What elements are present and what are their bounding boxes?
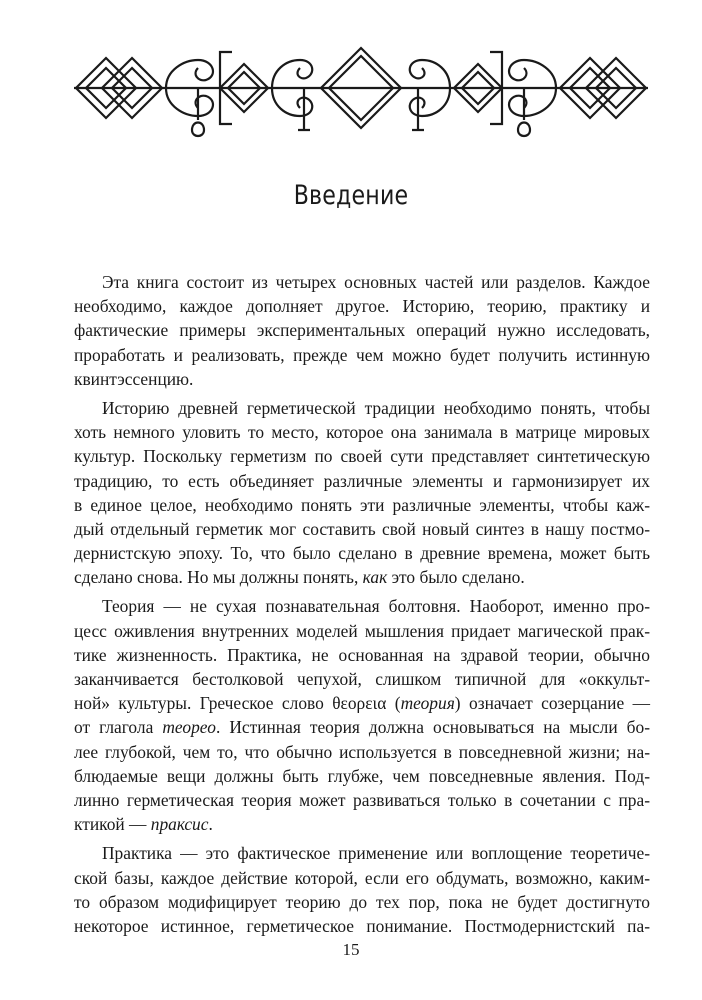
decorative-header-ornament bbox=[74, 46, 648, 146]
italic-text: теорео bbox=[162, 717, 216, 738]
paragraph-2 bbox=[74, 396, 650, 590]
text-line: дый отдельный герметик мог составить свой новый синтез в нашу постмо- bbox=[74, 518, 650, 539]
text-line: некоторое истинное, герметическое понимание. Постмодернистский па- bbox=[74, 915, 650, 936]
paragraph-3 bbox=[74, 594, 650, 836]
text-run: это было сделано. bbox=[387, 567, 525, 588]
text-line: блюдаемые вещи должны быть глубже, чем повседневные явления. Под- bbox=[74, 765, 650, 786]
paragraph-1 bbox=[74, 270, 650, 391]
text-line: тике жизненность. Практика, не основанная на здравой теории, обычно bbox=[74, 644, 650, 665]
text-run: . bbox=[208, 814, 213, 835]
text-line: хоть немного уловить то место, которое она занимала в матрице мировых bbox=[74, 422, 650, 443]
text-run: сделано снова. Но мы должны понять, bbox=[74, 567, 363, 588]
paragraph-4 bbox=[74, 841, 650, 938]
text-line bbox=[74, 812, 650, 836]
text-line: дернистскую эпоху. То, что было сделано в древние времена, может быть bbox=[74, 543, 650, 564]
text-run: ной» культуры. Греческое слово θεορεια ( bbox=[74, 693, 401, 714]
text-line: культур. Поскольку герметизм по своей сути представляет синтетическую bbox=[74, 446, 650, 467]
text-line: традицию, то есть объединяет различные элементы и гармонизирует их bbox=[74, 470, 650, 491]
text-line: то образом модифицирует теорию до тех пор, пока не будет достигнуто bbox=[74, 891, 650, 912]
text-line bbox=[74, 715, 650, 739]
text-line: цесс оживления внутренних моделей мышления придает магической прак- bbox=[74, 620, 650, 641]
text-run: ) означает созерцание — bbox=[454, 693, 650, 714]
text-run: ктикой — bbox=[74, 814, 151, 835]
text-line: Теория — не сухая познавательная болтовня. Наоборот, именно про- bbox=[102, 596, 650, 617]
text-run: от глагола bbox=[74, 717, 163, 738]
page-number: 15 bbox=[342, 940, 360, 959]
text-line bbox=[74, 691, 650, 715]
text-line: заканчивается бестолковой чепухой, слишком типичной для «оккульт- bbox=[74, 669, 650, 689]
text-line: в единое целое, необходимо понять эти различные элементы, чтобы каж- bbox=[74, 494, 650, 515]
text-line bbox=[74, 565, 650, 589]
text-line: Историю древней герметической традиции необходимо понять, чтобы bbox=[102, 397, 650, 418]
chapter-title: Введение bbox=[293, 180, 409, 211]
text-line: Практика — это фактическое применение или воплощение теоретиче- bbox=[102, 843, 650, 864]
text-line: квинтэссенцию. bbox=[74, 368, 194, 389]
text-line: Эта книга состоит из четырех основных частей или разделов. Каждое bbox=[102, 272, 650, 292]
italic-text: как bbox=[362, 567, 388, 588]
italic-text: праксис bbox=[150, 814, 209, 835]
italic-text: теория bbox=[400, 693, 455, 714]
text-line: лее глубокой, чем то, что обычно используется в повседневной жизни; на- bbox=[74, 741, 650, 762]
text-line: проработать и реализовать, прежде чем можно будет получить истинную bbox=[74, 344, 650, 365]
text-line: линно герметическая теория может развиваться только в сочетании с пра- bbox=[74, 789, 650, 810]
text-line: ской базы, каждое действие которой, если его обдумать, возможно, каким- bbox=[74, 867, 650, 888]
body-text bbox=[74, 270, 650, 943]
text-line: фактические примеры экспериментальных операций нужно исследовать, bbox=[74, 320, 650, 341]
text-line: необходимо, каждое дополняет другое. Историю, теорию, практику и bbox=[74, 296, 650, 317]
text-run: . Истинная теория должна основываться на мысли бо- bbox=[215, 717, 650, 738]
